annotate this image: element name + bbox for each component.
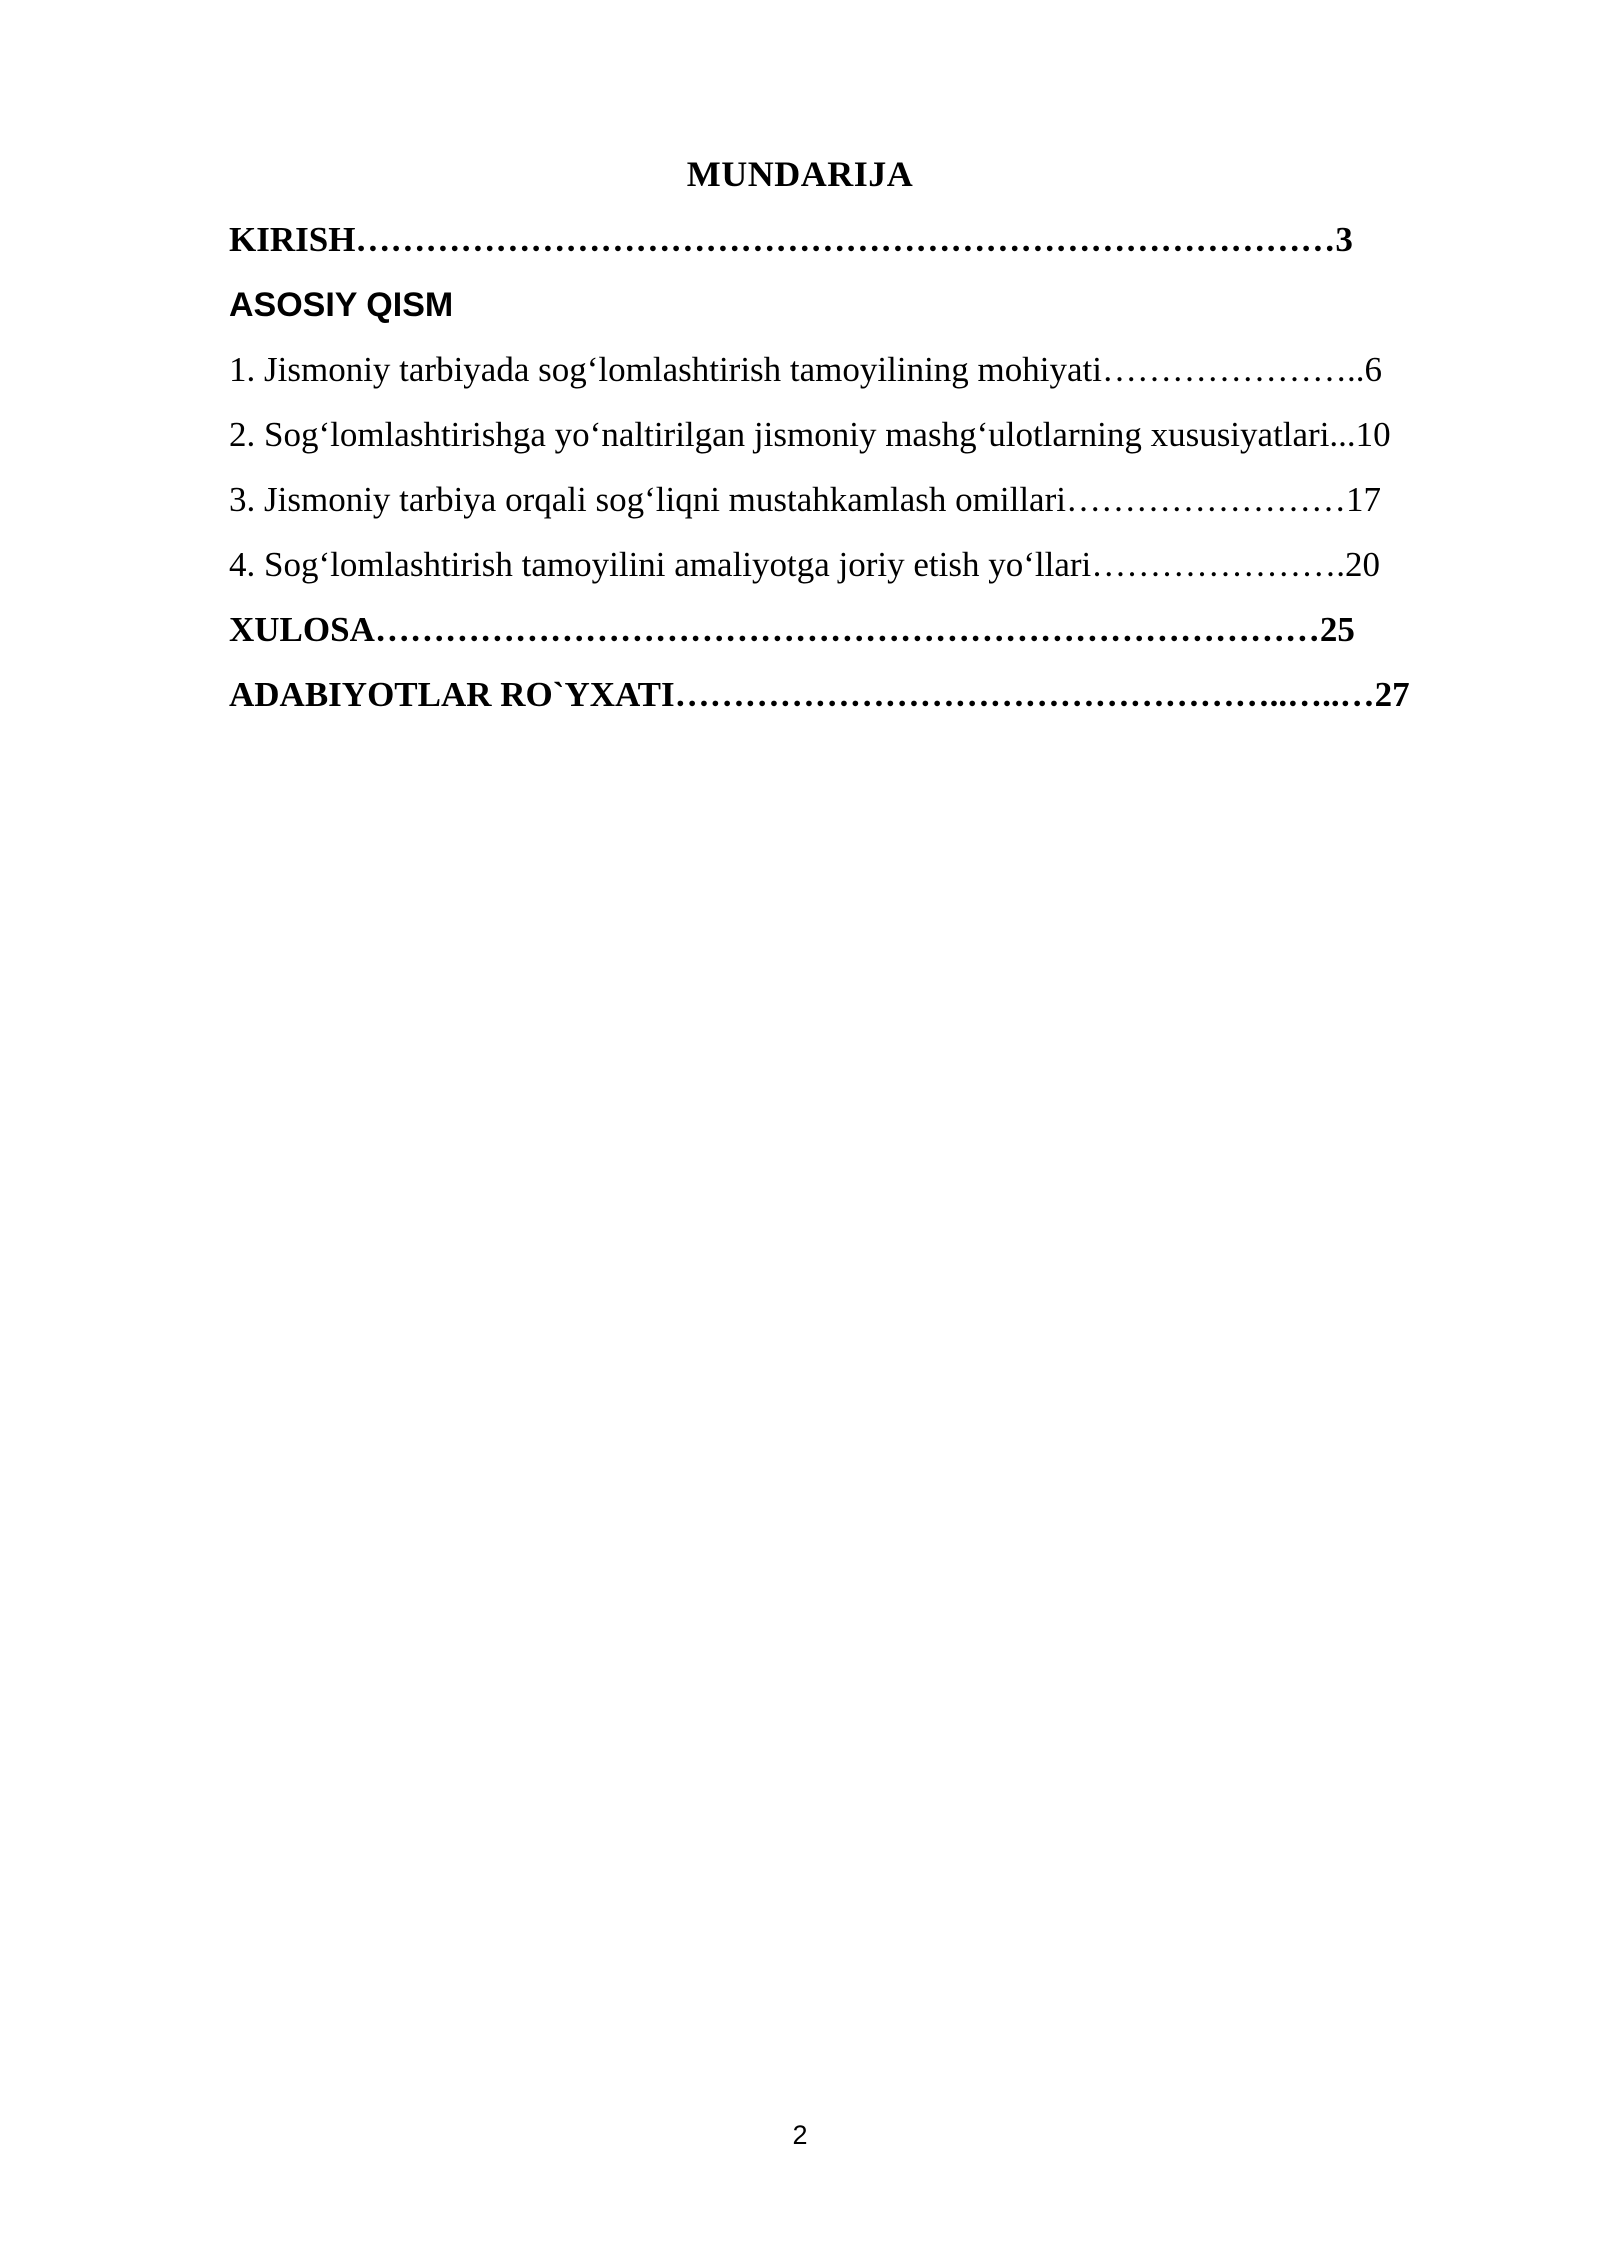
toc-entry-xulosa: XULOSA………………………………………………………………………25 xyxy=(229,610,1355,649)
toc-entry-1: 1. Jismoniy tarbiyada sog‘lomlashtirish tamoyilining mohiyati…………………..6 xyxy=(229,350,1382,389)
toc-title: MUNDARIJA xyxy=(686,154,914,194)
toc-entry-kirish: KIRISH…………………………………………………………………………3 xyxy=(229,220,1353,259)
toc-entry-adabiyotlar: ADABIYOTLAR RO`YXATI……………………………………………..…..…27 xyxy=(229,675,1410,714)
page-number: 2 xyxy=(792,2120,808,2150)
toc-entry-4: 4. Sog‘lomlashtirish tamoyilini amaliyotga joriy etish yo‘llari………………….20 xyxy=(229,545,1381,584)
toc-heading-asosiy-qism: ASOSIY QISM xyxy=(229,286,454,324)
toc-entry-2: 2. Sog‘lomlashtirishga yo‘naltirilgan jismoniy mashg‘ulotlarning xususiyatlari...10 xyxy=(229,415,1391,454)
toc-entry-3: 3. Jismoniy tarbiya orqali sog‘liqni mustahkamlash omillari……………………17 xyxy=(229,480,1381,519)
